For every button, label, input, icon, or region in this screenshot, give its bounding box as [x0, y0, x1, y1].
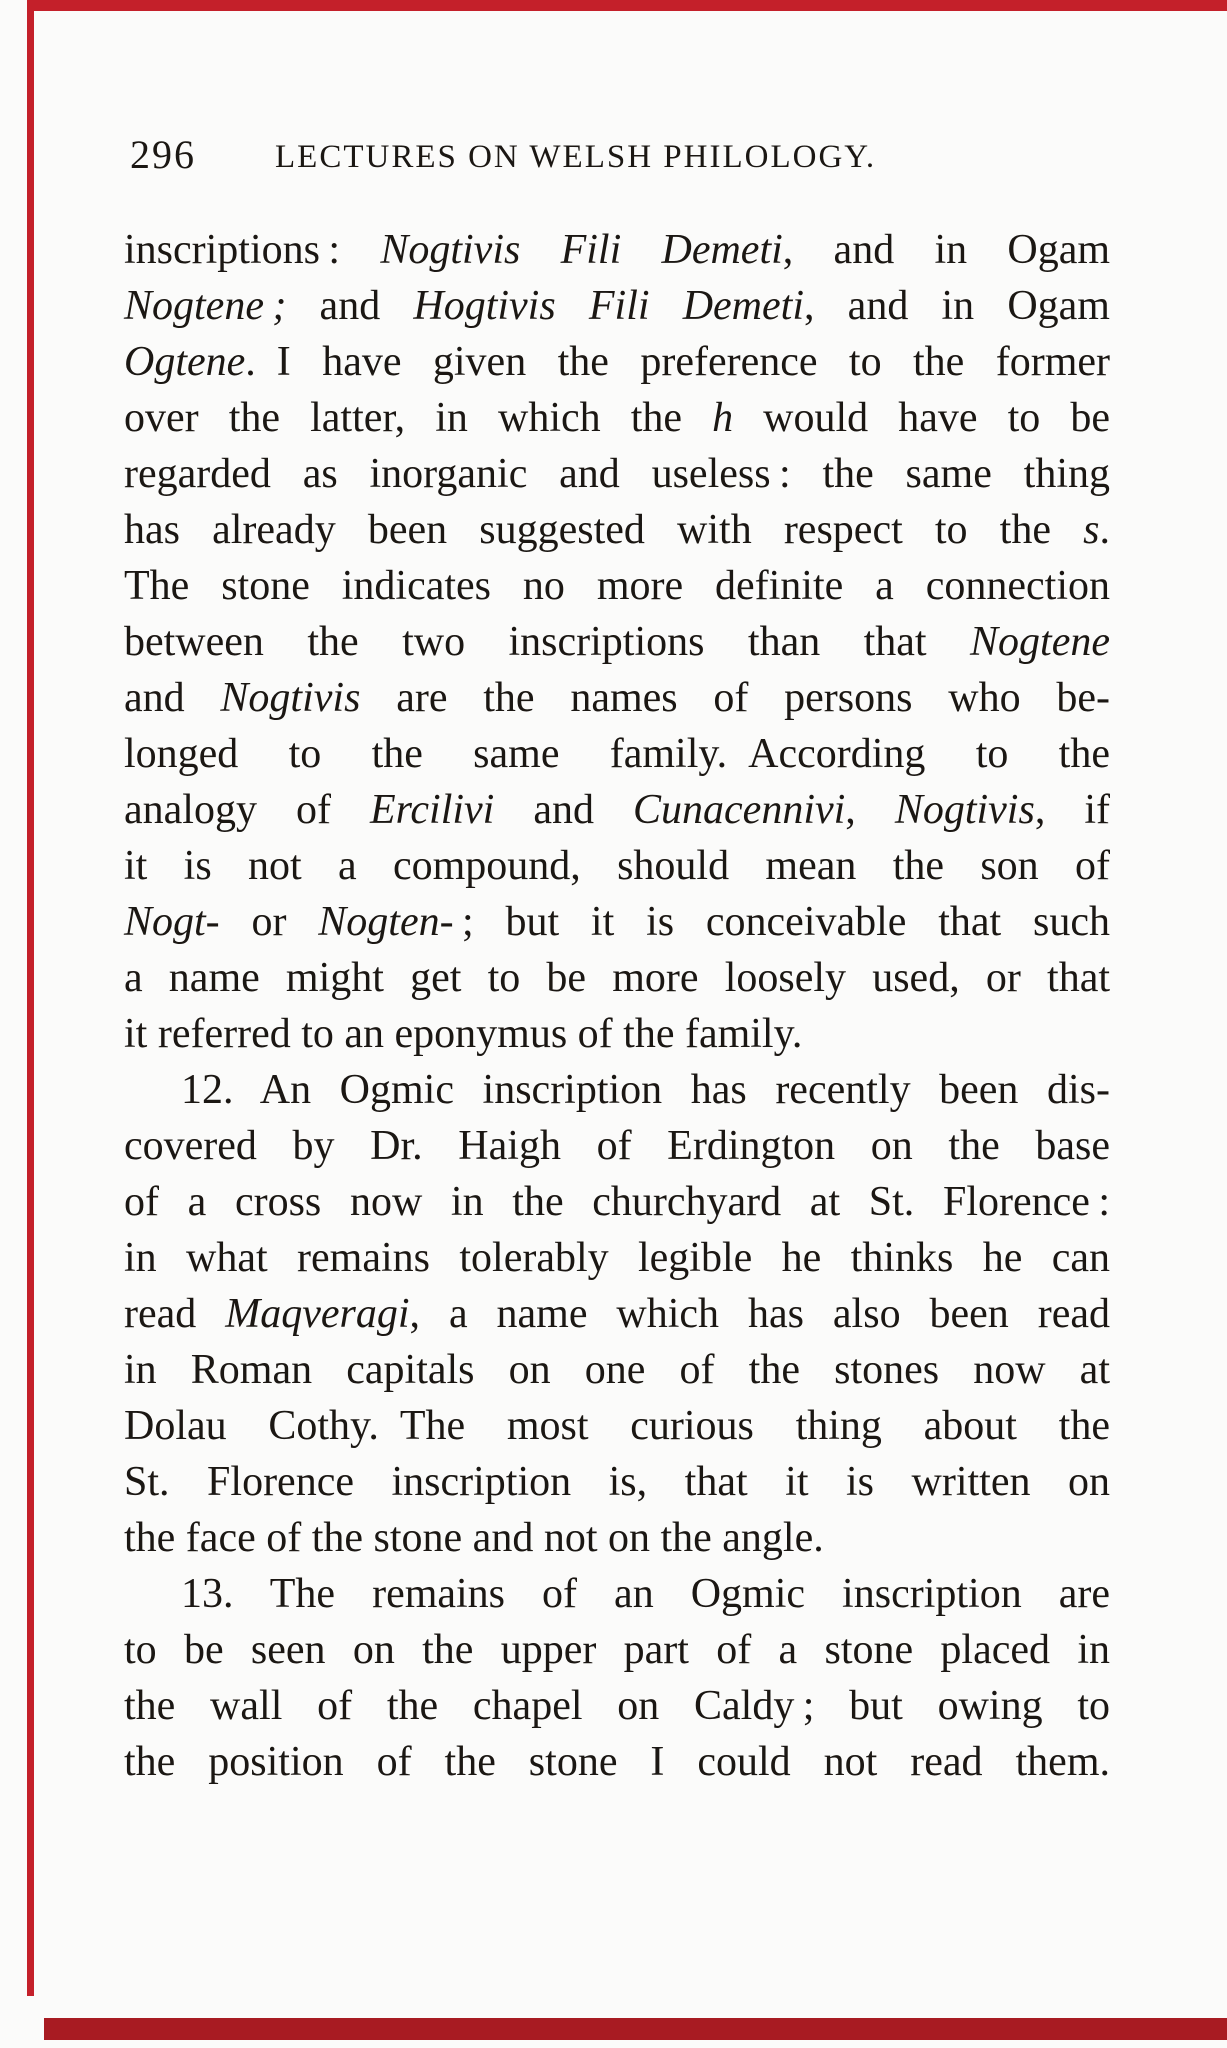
- italic-text-run: s: [1083, 507, 1100, 553]
- italic-text-run: Nogtivis Fili Demeti: [380, 227, 783, 273]
- text-run: regarded as inorganic and useless : the same thing: [124, 451, 1110, 497]
- text-run: over the latter, in which the: [124, 395, 713, 441]
- italic-text-run: Maqveragi: [225, 1291, 410, 1337]
- text-line: [124, 1678, 1110, 1734]
- text-line: [124, 1230, 1110, 1286]
- text-line: [124, 1118, 1110, 1174]
- italic-text-run: Nogtivis: [894, 787, 1035, 833]
- text-run: read: [124, 1291, 226, 1337]
- text-line: [124, 1286, 1110, 1342]
- text-run: , if: [1034, 787, 1110, 833]
- running-title: LECTURES ON WELSH PHILOLOGY.: [275, 139, 877, 175]
- italic-text-run: Cunacennivi: [633, 787, 846, 833]
- italic-text-run: Nogtene: [970, 619, 1110, 665]
- text-run: the position of the stone I could not read them.: [124, 1739, 1110, 1785]
- text-run: longed to the same family. According to the: [124, 731, 1110, 777]
- italic-text-run: Nogten-: [318, 899, 454, 945]
- italic-text-run: Ogtene: [124, 339, 246, 385]
- text-run: to be seen on the upper part of a stone placed in: [124, 1627, 1110, 1673]
- text-run: it is not a compound, should mean the son of: [124, 843, 1110, 889]
- text-line: [124, 782, 1110, 838]
- italic-text-run: h: [712, 395, 734, 441]
- text-run: of a cross now in the churchyard at St. Florence :: [124, 1179, 1110, 1225]
- text-line: [124, 502, 1110, 558]
- text-run: the face of the stone and not on the angle.: [124, 1515, 824, 1561]
- text-run: the wall of the chapel on Caldy ; but owing to: [124, 1683, 1110, 1729]
- text-line: [124, 1062, 1110, 1118]
- text-line: [124, 1510, 1110, 1566]
- text-run: 13. The remains of an Ogmic inscription are: [181, 1571, 1110, 1617]
- text-line: [124, 1174, 1110, 1230]
- text-run: and: [319, 283, 414, 329]
- text-run: it referred to an eponymus of the family.: [124, 1011, 803, 1057]
- text-line: [124, 446, 1110, 502]
- text-run: . I have given the preference to the former: [245, 339, 1110, 385]
- text-line: [124, 726, 1110, 782]
- text-run: a name might get to be more loosely used, or that: [124, 955, 1110, 1001]
- text-line: [124, 278, 1110, 334]
- text-run: and: [124, 675, 221, 721]
- text-run: inscriptions :: [124, 227, 381, 273]
- text-run: Dolau Cothy. The most curious thing about the: [124, 1403, 1110, 1449]
- italic-text-run: Nogtene ;: [124, 283, 320, 329]
- text-run: .: [1099, 507, 1110, 553]
- text-run: in what remains tolerably legible he thinks he can: [124, 1235, 1110, 1281]
- text-line: [124, 950, 1110, 1006]
- text-line: [124, 838, 1110, 894]
- text-run: would have to be: [733, 395, 1111, 441]
- italic-text-run: Hogtivis Fili Demeti: [413, 283, 804, 329]
- scan-red-edge-top: [30, 0, 1227, 11]
- text-line: [124, 1342, 1110, 1398]
- text-run: are the names of persons who be-: [360, 675, 1110, 721]
- italic-text-run: Ercilivi: [369, 787, 495, 833]
- text-run: has already been suggested with respect to the: [124, 507, 1084, 553]
- text-line: [124, 614, 1110, 670]
- text-run: covered by Dr. Haigh of Erdington on the base: [124, 1123, 1110, 1169]
- text-line: [124, 1398, 1110, 1454]
- text-line: [124, 390, 1110, 446]
- scan-red-edge-bottom: [44, 2018, 1227, 2040]
- text-run: in Roman capitals on one of the stones now at: [124, 1347, 1110, 1393]
- text-run: , a name which has also been read: [409, 1291, 1110, 1337]
- text-run: ; but it is conceivable that such: [453, 899, 1110, 945]
- text-run: The stone indicates no more definite a connection: [124, 563, 1110, 609]
- italic-text-run: Nogtivis: [220, 675, 361, 721]
- text-run: ,: [845, 787, 895, 833]
- text-run: , and in Ogam: [782, 227, 1111, 273]
- italic-text-run: Nogt-: [124, 899, 220, 945]
- text-run: or: [219, 899, 319, 945]
- text-line: [124, 1734, 1110, 1790]
- text-line: [124, 1006, 1110, 1062]
- text-line: [124, 670, 1110, 726]
- text-line: [124, 1566, 1110, 1622]
- text-run: , and in Ogam: [804, 283, 1110, 329]
- text-run: and: [494, 787, 634, 833]
- text-line: [124, 894, 1110, 950]
- text-line: [124, 222, 1110, 278]
- text-line: [124, 1454, 1110, 1510]
- text-run: analogy of: [124, 787, 370, 833]
- body-text: [124, 222, 1110, 1790]
- text-line: [124, 334, 1110, 390]
- text-line: [124, 1622, 1110, 1678]
- scan-red-edge-left: [27, 0, 34, 1996]
- text-run: 12. An Ogmic inscription has recently been dis-: [181, 1067, 1110, 1113]
- text-run: St. Florence inscription is, that it is written on: [124, 1459, 1110, 1505]
- text-line: [124, 558, 1110, 614]
- text-run: between the two inscriptions than that: [124, 619, 971, 665]
- page-number: 296: [130, 132, 196, 177]
